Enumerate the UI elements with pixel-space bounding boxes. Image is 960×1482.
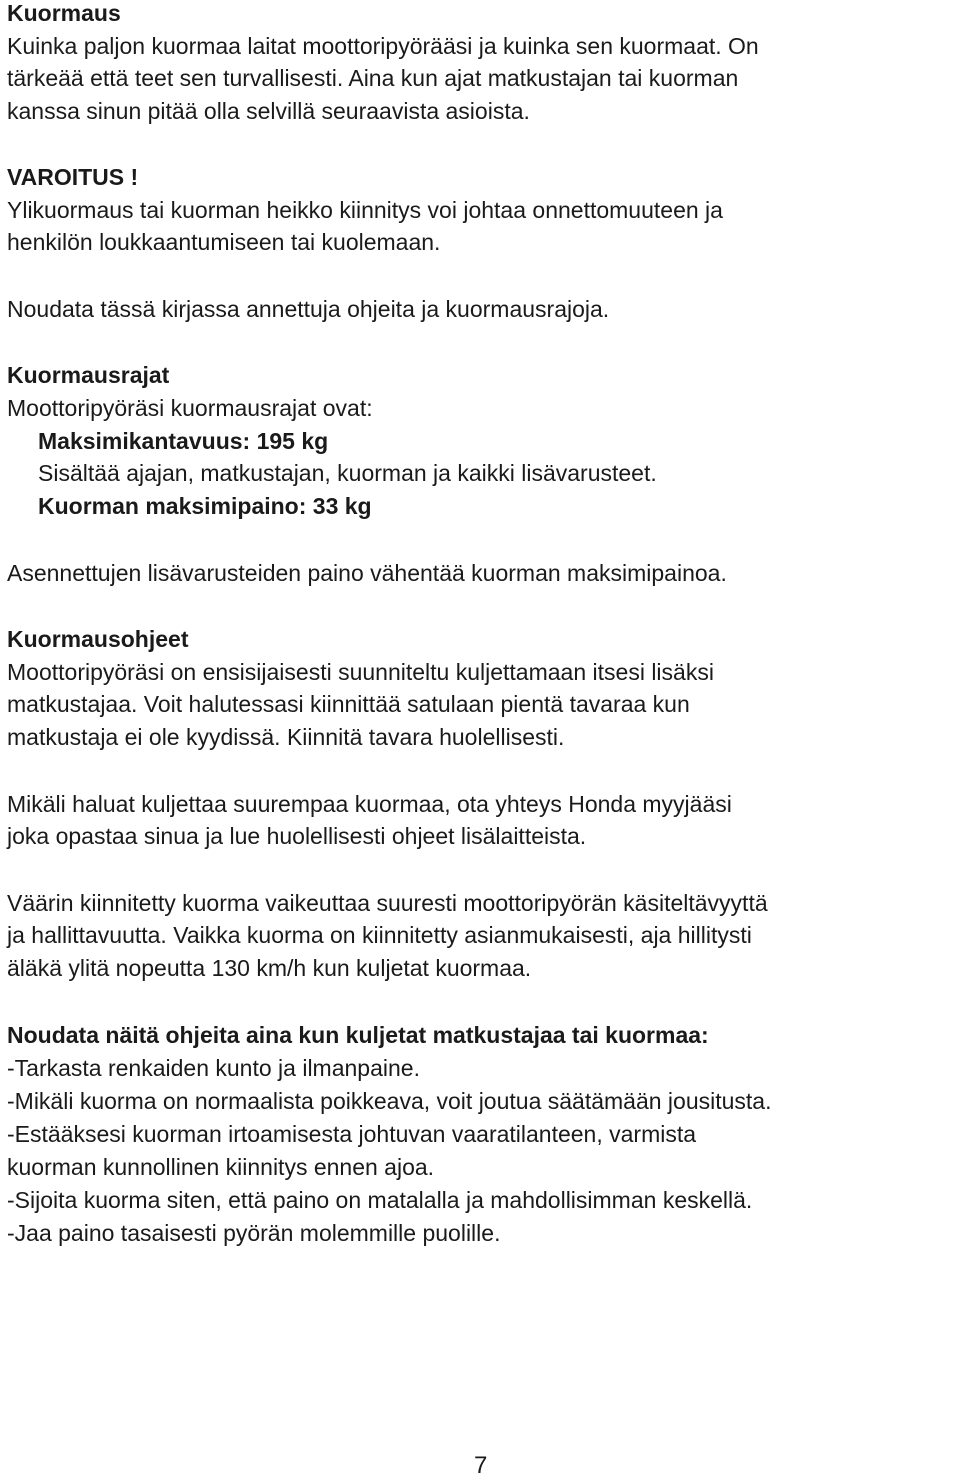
heading-kuormaus: Kuormaus [7, 0, 121, 26]
instructions-line: matkustaja ei ole kyydissä. Kiinnitä tavara huolellisesti. [7, 724, 565, 750]
heading-kuormausohjeet: Kuormausohjeet [7, 626, 189, 652]
max-load-note: Sisältää ajajan, matkustajan, kuorman ja kaikki lisävarusteet. [38, 460, 657, 486]
warning-note: Noudata tässä kirjassa annettuja ohjeita ja kuormausrajoja. [7, 296, 610, 322]
heading-checklist: Noudata näitä ohjeita aina kun kuljetat matkustajaa tai kuormaa: [7, 1022, 709, 1048]
page-number: 7 [474, 1452, 488, 1479]
warning-line: henkilön loukkaantumiseen tai kuolemaan. [7, 229, 441, 255]
instructions-line: Moottoripyöräsi on ensisijaisesti suunniteltu kuljettamaan itsesi lisäksi [7, 659, 714, 685]
instructions-line: Mikäli haluat kuljettaa suurempaa kuormaa, ota yhteys Honda myyjääsi [7, 791, 732, 817]
kuormaus-line: kanssa sinun pitää olla selvillä seuraavista asioista. [7, 98, 530, 124]
checklist-item: -Sijoita kuorma siten, että paino on matalalla ja mahdollisimman keskellä. [7, 1187, 753, 1213]
warning-line: Ylikuormaus tai kuorman heikko kiinnitys voi johtaa onnettomuuteen ja [7, 197, 723, 223]
instructions-line: ja hallittavuutta. Vaikka kuorma on kiinnitetty asianmukaisesti, aja hillitysti [7, 922, 752, 948]
instructions-line: joka opastaa sinua ja lue huolellisesti ohjeet lisälaitteista. [7, 823, 587, 849]
instructions-line: Väärin kiinnitetty kuorma vaikeuttaa suuresti moottoripyörän käsiteltävyyttä [7, 890, 768, 916]
checklist-item: -Jaa paino tasaisesti pyörän molemmille puolille. [7, 1220, 501, 1246]
limits-intro: Moottoripyöräsi kuormausrajat ovat: [7, 395, 373, 421]
instructions-line: äläkä ylitä nopeutta 130 km/h kun kuljetat kuormaa. [7, 955, 532, 981]
kuormaus-line: tärkeää että teet sen turvallisesti. Aina kun ajat matkustajan tai kuorman [7, 65, 739, 91]
checklist-item: kuorman kunnollinen kiinnitys ennen ajoa. [7, 1154, 435, 1180]
accessories-note: Asennettujen lisävarusteiden paino vähentää kuorman maksimipainoa. [7, 560, 727, 586]
checklist-item: -Tarkasta renkaiden kunto ja ilmanpaine. [7, 1055, 420, 1081]
checklist-item: -Mikäli kuorma on normaalista poikkeava, voit joutua säätämään jousitusta. [7, 1088, 772, 1114]
max-cargo-label: Kuorman maksimipaino: 33 kg [38, 493, 372, 519]
heading-varoitus: VAROITUS ! [7, 164, 139, 190]
instructions-line: matkustajaa. Voit halutessasi kiinnittää satulaan pientä tavaraa kun [7, 691, 690, 717]
checklist-item: -Estääksesi kuorman irtoamisesta johtuvan vaaratilanteen, varmista [7, 1121, 697, 1147]
heading-kuormausrajat: Kuormausrajat [7, 362, 170, 388]
kuormaus-line: Kuinka paljon kuormaa laitat moottoripyörääsi ja kuinka sen kuormaat. On [7, 33, 759, 59]
max-load-label: Maksimikantavuus: 195 kg [38, 428, 329, 454]
